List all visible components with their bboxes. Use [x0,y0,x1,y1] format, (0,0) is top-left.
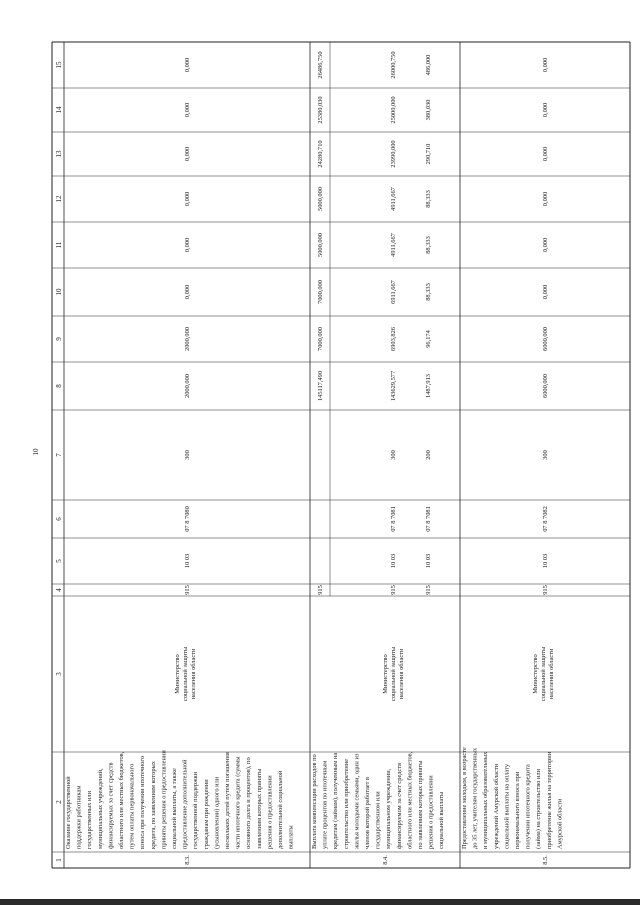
description-line: (усыновлении) одного или [213,776,221,849]
cell-c8: 6000,000 [542,374,549,398]
column-number: 3 [55,672,63,676]
column-number: 6 [55,517,63,521]
column-number: 4 [55,588,63,592]
description-line: решения о предоставлении [427,775,435,849]
description-line: областного или местных бюджетов, [406,751,414,849]
row-id: 8.5. [542,855,549,865]
description-line: до 35 лет, учителям государственных [471,747,479,849]
column-number: 11 [55,241,63,249]
description-line: государственном или [374,791,382,849]
description-line: Выплата компенсации расходов по [311,754,318,849]
description-line: взноса при получении ипотечного [139,755,147,849]
cell-c12: 5000,000 [317,187,324,211]
description-line: членов которой работает в [364,776,371,849]
description-line: государственных или [86,790,94,849]
cell-c4: 915 [317,585,324,595]
cell-c11: 0,000 [542,237,549,253]
cell-c5: 10 03 [542,553,549,569]
cell-c8: 143629,577 [390,370,397,402]
cell-c8: 145117,490 [317,370,324,402]
cell-c13: 290,710 [425,143,432,165]
description-line: заявлениям которых приняты [255,768,263,849]
description-line: первоначального взноса при [514,771,521,849]
cell-c10: 0,000 [184,284,191,300]
cell-c5: 10 03 [425,553,432,569]
description-line: выплаты [287,825,295,849]
cell-c13: 24280,710 [317,140,324,168]
description-line: социальной выплаты, а также [171,768,178,849]
cell-c7: 300 [390,450,397,460]
description-line: путем оплаты первоначального [128,763,136,849]
column-number: 14 [55,106,63,114]
cell-c4: 915 [184,585,191,595]
cell-c9: 6903,826 [390,327,397,351]
description-line: по заявлениям которых приняты [417,760,424,849]
description-line: поддержки работникам [75,785,83,849]
description-line: приняты решения о предоставлении [160,750,168,849]
cell-c14: 0,000 [184,102,191,118]
description-line: муниципальном учреждении, [385,768,393,849]
cell-c10: 0,000 [542,284,549,300]
executor-line: социальной защиты [182,646,189,702]
cell-c7: 200 [425,450,432,460]
cell-c4: 915 [390,585,397,595]
cell-c6: 07 8 7082 [542,506,549,532]
cell-c6: 07 8 7080 [184,506,191,532]
description-line: кредитам (займам), полученным на [332,752,340,849]
executor-line: населения области [190,648,197,700]
description-line: Оказание государственной [65,776,72,849]
scan-border [0,899,640,905]
description-line: (займа) на строительство или [535,768,543,849]
cell-c9: 6000,000 [542,327,549,351]
executor-line: Министерство [532,654,539,694]
cell-c10: 7000,000 [317,280,324,304]
description-line: жилья молодыми семьями, один из [353,753,361,849]
cell-c10: 88,333 [425,283,432,301]
description-line: Предоставление молодым, в возрасте [461,747,468,849]
cell-c9: 2000,000 [184,327,191,351]
column-number: 7 [55,453,63,457]
row-id: 8.4. [382,855,389,865]
executor-line: Министерство [382,654,389,694]
cell-c11: 88,333 [425,236,432,254]
cell-c7: 300 [542,450,549,460]
description-line: учреждений Амурской области [492,763,500,849]
description-line: приобретение жилья на территории [545,751,553,849]
cell-c6: 07 8 7081 [425,506,432,532]
cell-c11: 4911,667 [390,233,397,257]
description-line: гражданам при рождении [202,779,210,849]
executor-line: социальной защиты [540,646,547,702]
cell-c11: 5000,000 [317,233,324,257]
cell-c12: 0,000 [542,191,549,207]
page-number: 10 [32,448,40,456]
description-line: и муниципальных образовательных [482,751,490,849]
description-line: основного долга и процентов), по [245,757,253,849]
cell-c9: 96,174 [425,330,432,348]
cell-c15: 486,000 [425,54,432,76]
cell-c7: 300 [184,450,191,460]
column-number: 15 [55,61,63,69]
cell-c11: 0,000 [184,237,191,253]
description-line: уплате процентов по ипотечным [321,760,329,849]
description-line: социальной выплаты на оплату [503,763,511,849]
cell-c13: 0,000 [184,146,191,162]
column-number: 2 [55,800,63,804]
executor-line: населения области [548,648,555,700]
description-line: кредита, по заявлениям которых [149,761,157,849]
cell-c14: 25000,000 [390,96,397,124]
cell-c12: 88,333 [425,190,432,208]
column-number: 1 [55,858,63,862]
description-line: финансируемом за счет средств [395,762,403,849]
column-number: 12 [55,195,63,203]
executor-line: населения области [398,648,405,700]
description-line: муниципальных учреждений, [96,768,104,849]
column-number: 9 [55,337,63,341]
column-number: 5 [55,559,63,563]
cell-c12: 4911,667 [390,187,397,211]
cell-c6: 07 8 7081 [390,506,397,532]
cell-c15: 26486,750 [317,51,324,79]
cell-c14: 0,000 [542,102,549,118]
cell-c15: 26000,750 [390,51,397,79]
cell-c15: 0,000 [542,57,549,73]
column-number: 10 [55,288,63,296]
cell-c5: 10 03 [390,553,397,569]
description-line: социальной выплаты [438,791,446,849]
cell-c8: 1487,913 [425,374,432,398]
table-text [55,51,563,864]
cell-c14: 380,030 [425,99,432,121]
cell-c13: 0,000 [542,146,549,162]
cell-c12: 0,000 [184,191,191,207]
description-line: получении ипотечного кредита [524,764,532,849]
cell-c4: 915 [542,585,549,595]
cell-c10: 6911,667 [390,280,397,304]
description-line: финансируемых за счет средств [107,762,115,849]
executor-line: Министерство [174,654,181,694]
description-line: части ипотечного кредита (суммы [234,756,242,849]
cell-c5: 10 03 [184,553,191,569]
cell-c8: 2000,000 [184,374,191,398]
column-number: 8 [55,384,63,388]
column-number: 13 [55,150,63,158]
cell-c15: 0,000 [184,57,191,73]
executor-line: социальной защиты [390,646,397,702]
cell-c4: 915 [425,585,432,595]
row-id: 8.3. [184,855,191,865]
description-line: предоставление дополнительной [181,759,189,849]
cell-c9: 7000,000 [317,327,324,351]
description-line: дополнительной социальной [277,770,284,849]
cell-c13: 23990,000 [390,140,397,168]
description-line: Амурской области [556,798,564,849]
description-line: решения о предоставлении [266,775,274,849]
cell-c14: 25380,030 [317,96,324,124]
description-line: областного или местных бюджетов, [118,751,125,849]
description-line: государственной поддержки [192,771,200,849]
description-line: нескольких детей путем погашения [224,752,231,849]
description-line: строительство или приобретение [342,758,350,849]
